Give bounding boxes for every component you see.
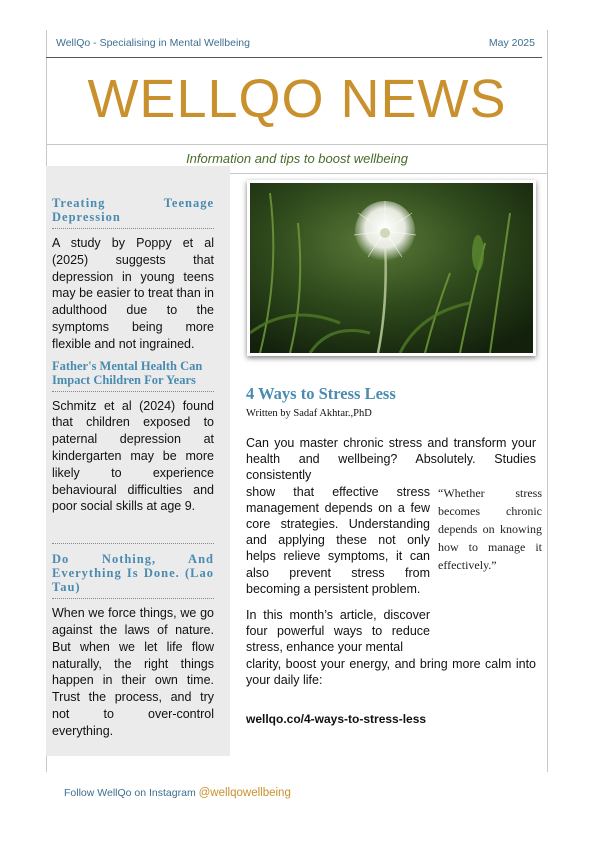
- sidebar-section-text: Schmitz et al (2024) found that children exposed to paternal depression at kindergarten may be more likely to experience behavioural difficulties and poor social skills at age 9.: [52, 398, 214, 514]
- tagline: Information and tips to boost wellbeing: [186, 151, 408, 166]
- article-paragraph-2-wide: clarity, boost your energy, and bring more calm into your daily life:: [246, 656, 536, 687]
- sidebar-content: [52, 196, 214, 740]
- sidebar-section-fathers-health: [52, 359, 214, 516]
- dotted-divider: [52, 391, 214, 392]
- footer-text: Follow WellQo on Instagram: [64, 787, 196, 799]
- article-paragraph-1: show that effective stress management depends on a few core strategies. Understanding and applying these not only helps relieve symptoms, it can also prevent stress from becoming a persistent problem.: [246, 484, 430, 596]
- sidebar-section-title: Do Nothing, And Everything Is Done. (Lao Tau): [52, 552, 214, 595]
- dandelion-photo: [247, 180, 536, 356]
- article-link[interactable]: wellqo.co/4-ways-to-stress-less: [246, 712, 427, 726]
- sidebar-section-title: Treating Teenage Depression: [52, 196, 214, 224]
- footer: [64, 787, 291, 799]
- header-org: WellQo - Specialising in Mental Wellbeing: [56, 37, 250, 49]
- frame-right-border: [547, 30, 548, 772]
- pull-quote: “Whether stress becomes chronic depends on knowing how to manage it effectively.”: [438, 486, 542, 572]
- article-title: 4 Ways to Stress Less: [246, 384, 396, 403]
- masthead-title: WELLQO NEWS: [87, 69, 507, 129]
- article-paragraph-2-narrow: In this month’s article, discover four powerful ways to reduce stress, enhance your mental: [246, 608, 430, 655]
- sidebar-section-text: When we force things, we go against the laws of nature. But when we let life flow naturally, the right things happen in their own time. Trust the process, and try not to over-control everything.: [52, 606, 214, 738]
- sidebar-section-text: A study by Poppy et al (2025) suggests that depression in young teens may be easier to treat than in adulthood due to the symptoms being more flexible and not ingrained.: [52, 236, 214, 351]
- instagram-handle-link[interactable]: @wellqowellbeing: [198, 787, 291, 799]
- article-byline: Written by Sadaf Akhtar.,PhD: [246, 408, 372, 419]
- dotted-divider: [52, 598, 214, 599]
- sidebar-section-title: Father's Mental Health Can Impact Children For Years: [52, 358, 203, 387]
- header-date: May 2025: [488, 37, 535, 49]
- article-intro: Can you master chronic stress and transform your health and wellbeing? Absolutely. Studies consistently: [246, 436, 536, 483]
- sidebar-section-teen-depression: [52, 196, 214, 353]
- header-divider: [46, 57, 542, 58]
- sidebar-section-lao-tau: [52, 543, 214, 739]
- dotted-divider: [52, 228, 214, 229]
- dandelion-image: [250, 183, 533, 353]
